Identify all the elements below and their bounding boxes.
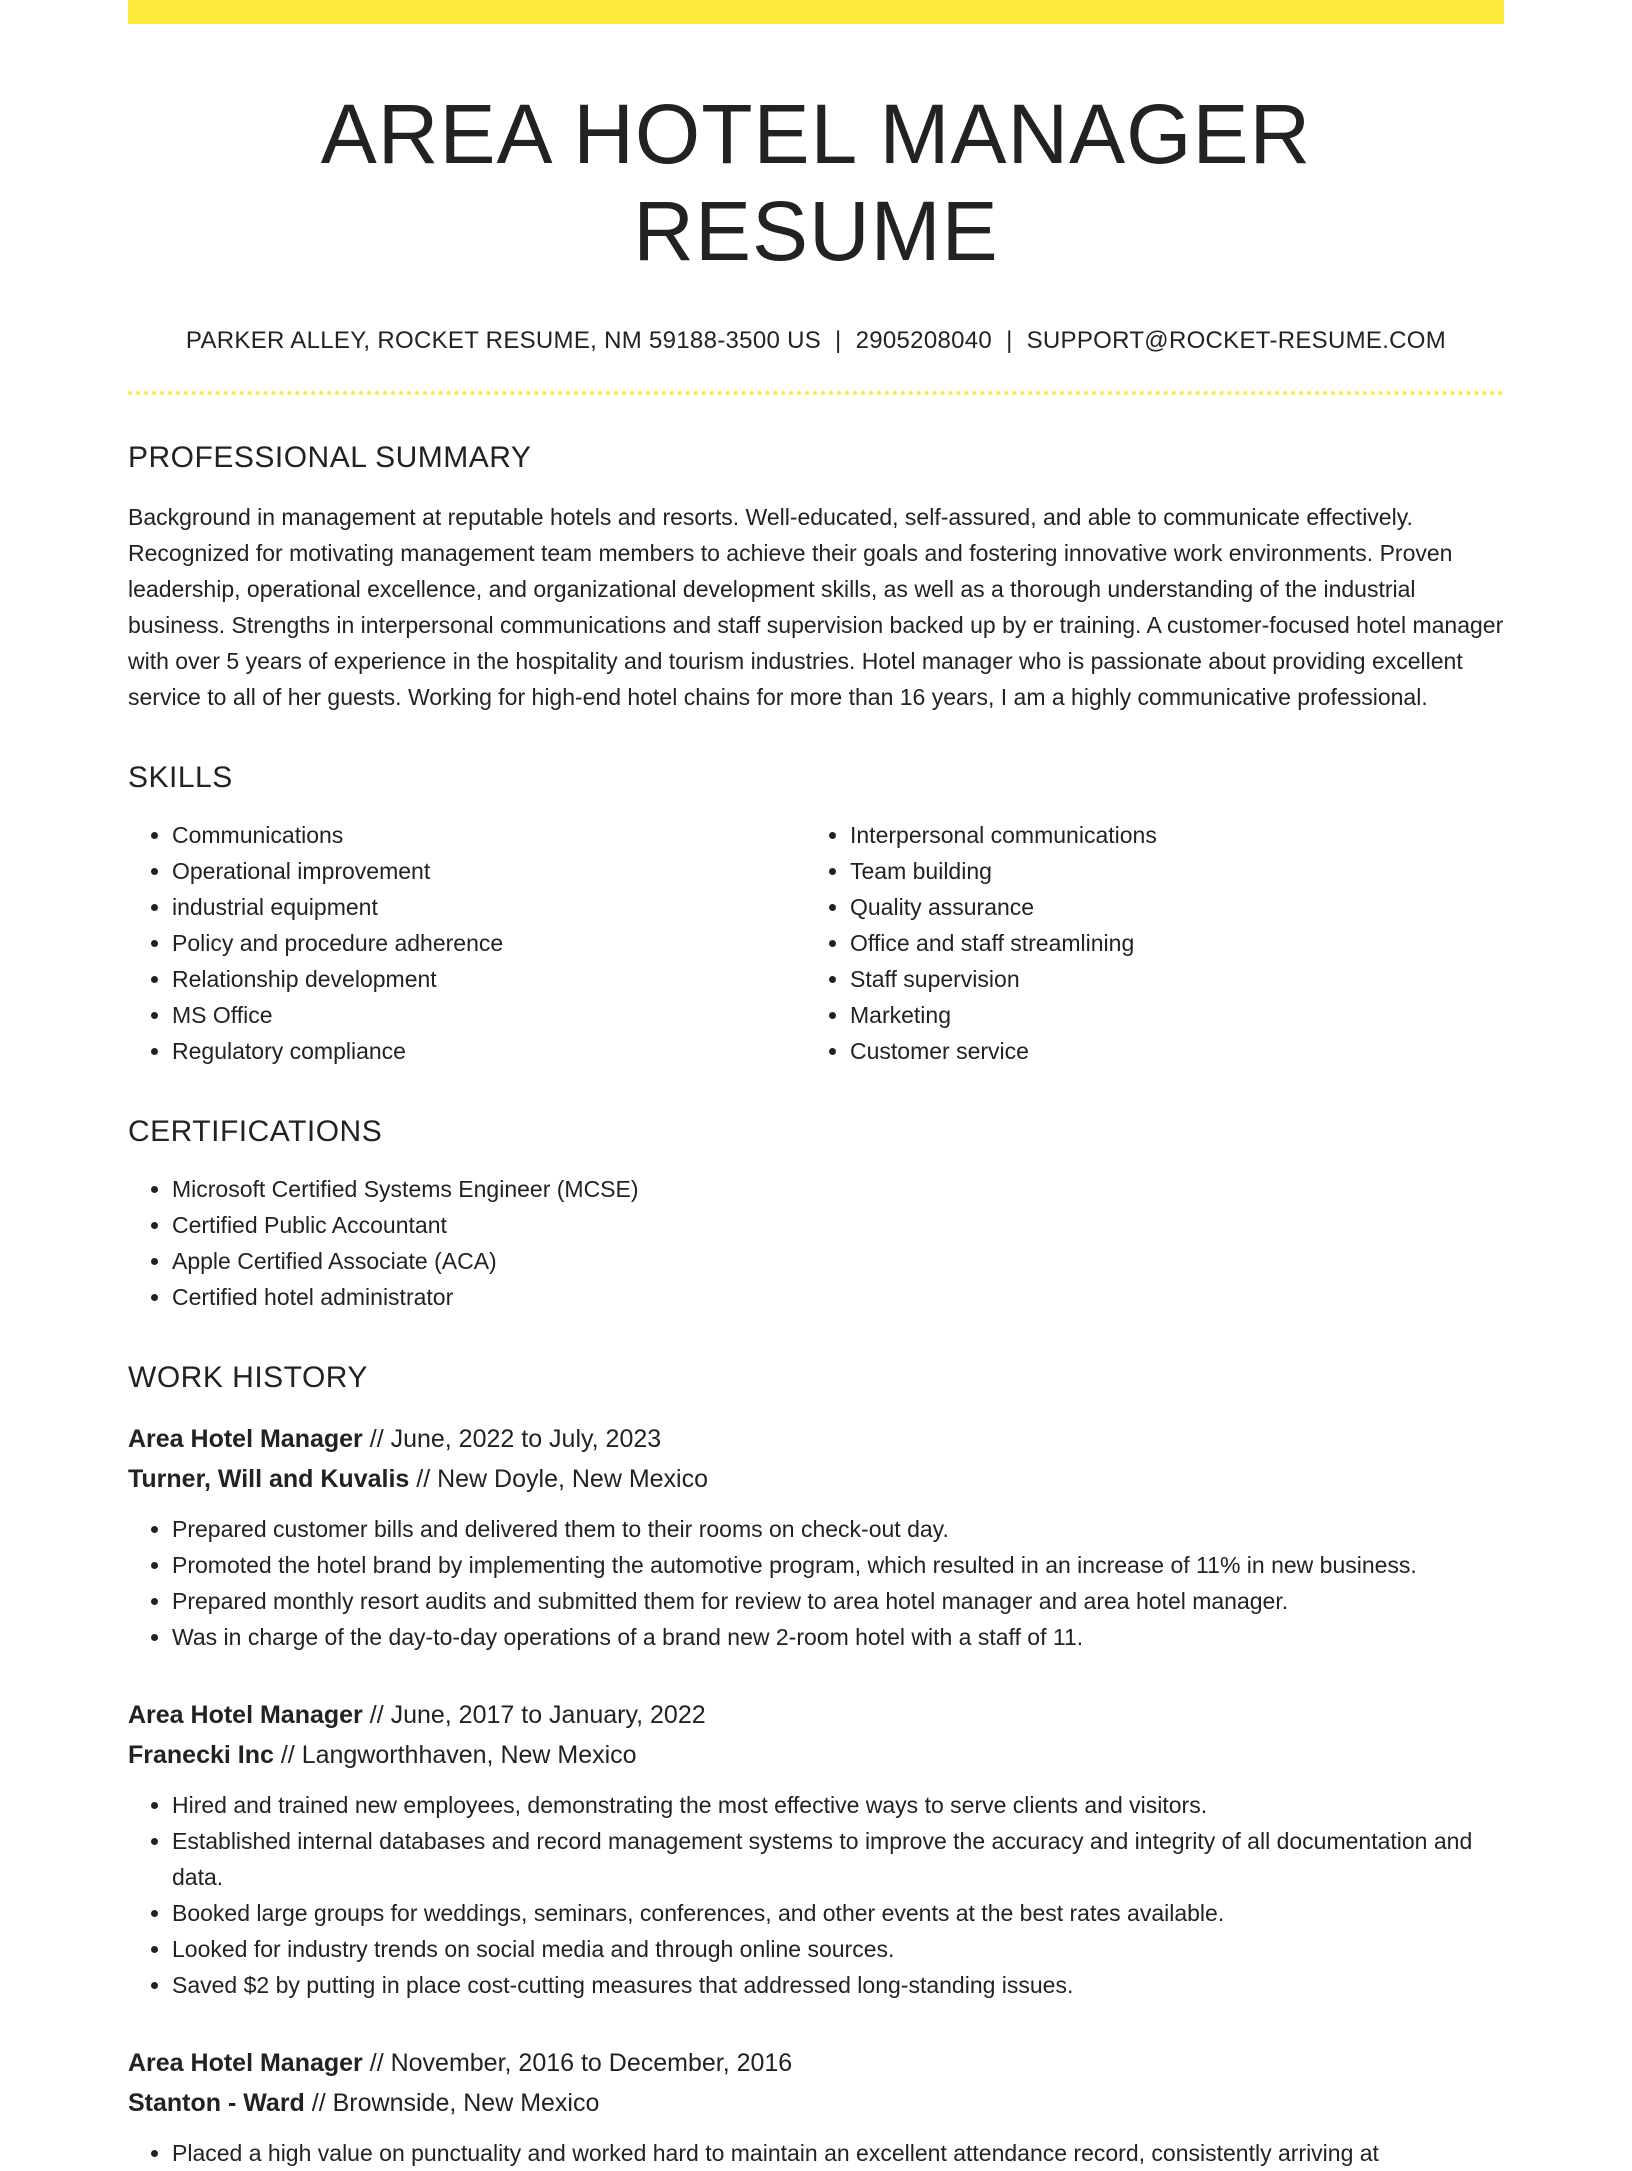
contact-separator: | [1006,327,1013,355]
resume-title: AREA HOTEL MANAGER RESUME [320,87,1312,278]
job-title: Area Hotel Manager [128,1701,363,1730]
job-entry [128,1419,1504,1655]
job-bullets [128,1787,1504,2003]
skill-item: • Relationship development [172,961,806,997]
job-entry [128,2043,1504,2171]
job-bullet: • Hired and trained new employees, demonstrating the most effective ways to serve clients and visitors. [172,1787,1504,1823]
skill-item: • Interpersonal communications [850,817,1484,853]
dotted-divider [128,391,1504,395]
skill-item: • Customer service [850,1033,1484,1069]
skill-item: • Regulatory compliance [172,1033,806,1069]
job-location: // Langworthhaven, New Mexico [273,1741,637,1770]
job-location: // New Doyle, New Mexico [409,1465,709,1494]
skill-item: • Team building [850,853,1484,889]
section-heading-summary: PROFESSIONAL SUMMARY [128,441,532,475]
job-dates: // November, 2016 to December, 2016 [362,2049,793,2078]
job-title: Area Hotel Manager [128,2049,363,2078]
resume-page [128,0,1504,2171]
job-company-line [128,2083,1504,2123]
certification-item: • Apple Certified Associate (ACA) [172,1243,1504,1279]
section-heading-work-history: WORK HISTORY [128,1361,368,1395]
skill-item: • Quality assurance [850,889,1484,925]
job-bullet: • Saved $2 by putting in place cost-cutting measures that addressed long-standing issues. [172,1967,1504,2003]
job-bullet: • Looked for industry trends on social media and through online sources. [172,1931,1504,1967]
certification-item: • Microsoft Certified Systems Engineer (MCSE) [172,1171,1504,1207]
job-title-line [128,2043,1504,2083]
contact-line [128,327,1504,355]
job-dates: // June, 2017 to January, 2022 [362,1701,706,1730]
skill-item: • Office and staff streamlining [850,925,1484,961]
skill-item: • Operational improvement [172,853,806,889]
job-bullet: • Was in charge of the day-to-day operations of a brand new 2-room hotel with a staff of 11. [172,1619,1504,1655]
job-bullet: • Established internal databases and record management systems to improve the accuracy and integrity of all documentation and data. [172,1823,1504,1895]
skill-item: • MS Office [172,997,806,1033]
job-bullet: • Promoted the hotel brand by implementing the automotive program, which resulted in an increase of 11% in new business. [172,1547,1504,1583]
job-bullet: • Placed a high value on punctuality and worked hard to maintain an excellent attendance record, consistently arriving at [172,2135,1504,2171]
contact-address: PARKER ALLEY, ROCKET RESUME, NM 59188-3500 US [185,327,822,355]
skill-item: • industrial equipment [172,889,806,925]
skill-item: • Communications [172,817,806,853]
contact-separator: | [835,327,842,355]
section-heading-certifications: CERTIFICATIONS [128,1115,383,1149]
skills-grid [128,817,1504,1069]
job-location: // Brownside, New Mexico [304,2089,600,2118]
section-heading-skills: SKILLS [128,761,233,795]
skill-item: • Policy and procedure adherence [172,925,806,961]
job-bullet: • Prepared customer bills and delivered them to their rooms on check-out day. [172,1511,1504,1547]
certification-item: • Certified Public Accountant [172,1207,1504,1243]
skills-list-left [128,817,806,1069]
job-company-line [128,1735,1504,1775]
job-title: Area Hotel Manager [128,1425,363,1454]
job-dates: // June, 2022 to July, 2023 [362,1425,662,1454]
job-bullets [128,2135,1504,2171]
job-bullet: • Booked large groups for weddings, seminars, conferences, and other events at the best rates available. [172,1895,1504,1931]
job-bullets [128,1511,1504,1655]
skills-list-right [806,817,1484,1069]
job-company: Stanton - Ward [128,2089,305,2118]
job-title-line [128,1419,1504,1459]
certification-item: • Certified hotel administrator [172,1279,1504,1315]
accent-top-bar [128,0,1504,24]
job-company: Turner, Will and Kuvalis [128,1465,410,1494]
job-bullet: • Prepared monthly resort audits and submitted them for review to area hotel manager and area hotel manager. [172,1583,1504,1619]
skill-item: • Staff supervision [850,961,1484,997]
skill-item: • Marketing [850,997,1484,1033]
job-company-line [128,1459,1504,1499]
job-company: Franecki Inc [128,1741,274,1770]
contact-phone: 2905208040 [855,327,993,355]
certifications-list [128,1171,1504,1315]
summary-text: Background in management at reputable hotels and resorts. Well-educated, self-assured, and able to communicate effectively. Recognized for motivating management team members to achieve their goals and fostering innovative work environments. Proven leadership, operational excellence, and organizational development skills, as well as a thorough understanding of the industrial business. Strengths in interpersonal communications and staff supervision backed up by er training. A customer-focused hotel manager with over 5 years of experience in the hospitality and tourism industries. Hotel manager who is passionate about providing excellent service to all of her guests. Working for high-end hotel chains for more than 16 years, I am a highly communicative professional. [128,504,1504,711]
job-title-line [128,1695,1504,1735]
job-entry [128,1695,1504,2003]
contact-email: SUPPORT@ROCKET-RESUME.COM [1026,327,1447,355]
